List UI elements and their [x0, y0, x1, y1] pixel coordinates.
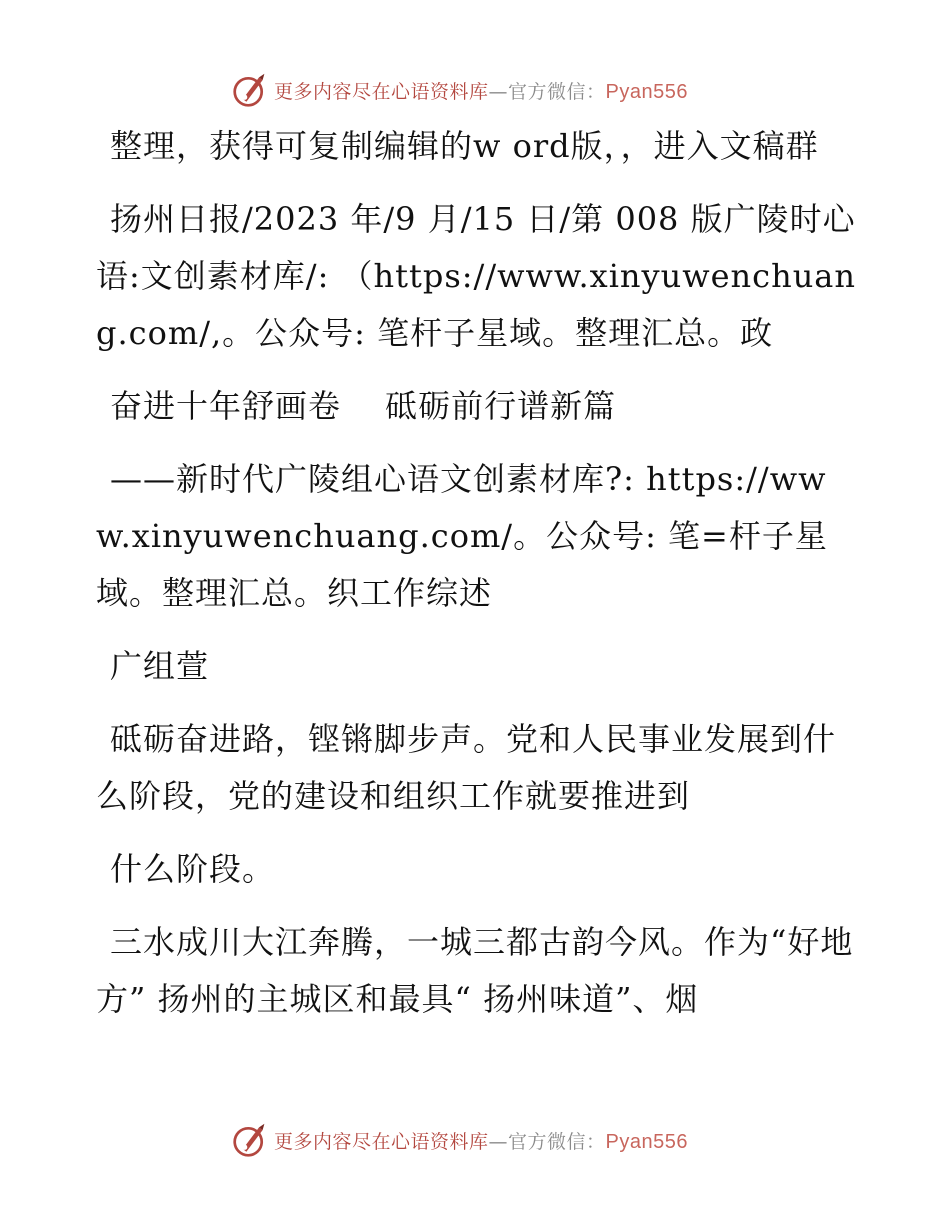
paragraph: 扬州日报/2023 年/9 月/15 日/第 008 版广陵时心语:文创素材库/: （https://www.xinyuwenchuang.com/,。公众号: 笔杆子星域。整理汇总。政 [96, 200, 856, 352]
watermark-brand: 更多内容尽在心语资料库 [274, 80, 489, 103]
watermark-wechat-id: Pyan556 [605, 1130, 688, 1153]
watermark-brand: 更多内容尽在心语资料库 [274, 1130, 489, 1153]
quill-logo-icon [232, 1122, 268, 1158]
watermark-dash: — [488, 1130, 509, 1153]
watermark-label: 官方微信： [508, 1130, 606, 1153]
watermark-label: 官方微信： [508, 80, 606, 103]
header-watermark [232, 70, 688, 110]
paragraph-title: 奋进十年舒画卷 砥砺前行谱新篇 [110, 387, 617, 425]
paragraph: 三水成川大江奔腾，一城三都古韵今风。作为“好地方” 扬州的主城区和最具“ 扬州味道”、烟 [96, 923, 854, 1018]
paragraph: 什么阶段。 [110, 850, 276, 888]
document-body [96, 118, 856, 1044]
paragraph: 砥砺奋进路，铿锵脚步声。党和人民事业发展到什么阶段，党的建设和组织工作就要推进到 [96, 720, 837, 815]
watermark-dash: — [488, 80, 509, 103]
quill-logo-icon [232, 72, 268, 108]
paragraph-byline: 广组萱 [110, 647, 210, 685]
footer-watermark [232, 1120, 688, 1160]
paragraph: 整理，获得可复制编辑的w ord版，，进入文稿群 [110, 127, 819, 165]
watermark-wechat-id: Pyan556 [605, 80, 688, 103]
paragraph-subtitle: ——新时代广陵组心语文创素材库?: https://www.xinyuwenchuang.com/。公众号: 笔=杆子星域。整理汇总。织工作综述 [96, 460, 828, 612]
